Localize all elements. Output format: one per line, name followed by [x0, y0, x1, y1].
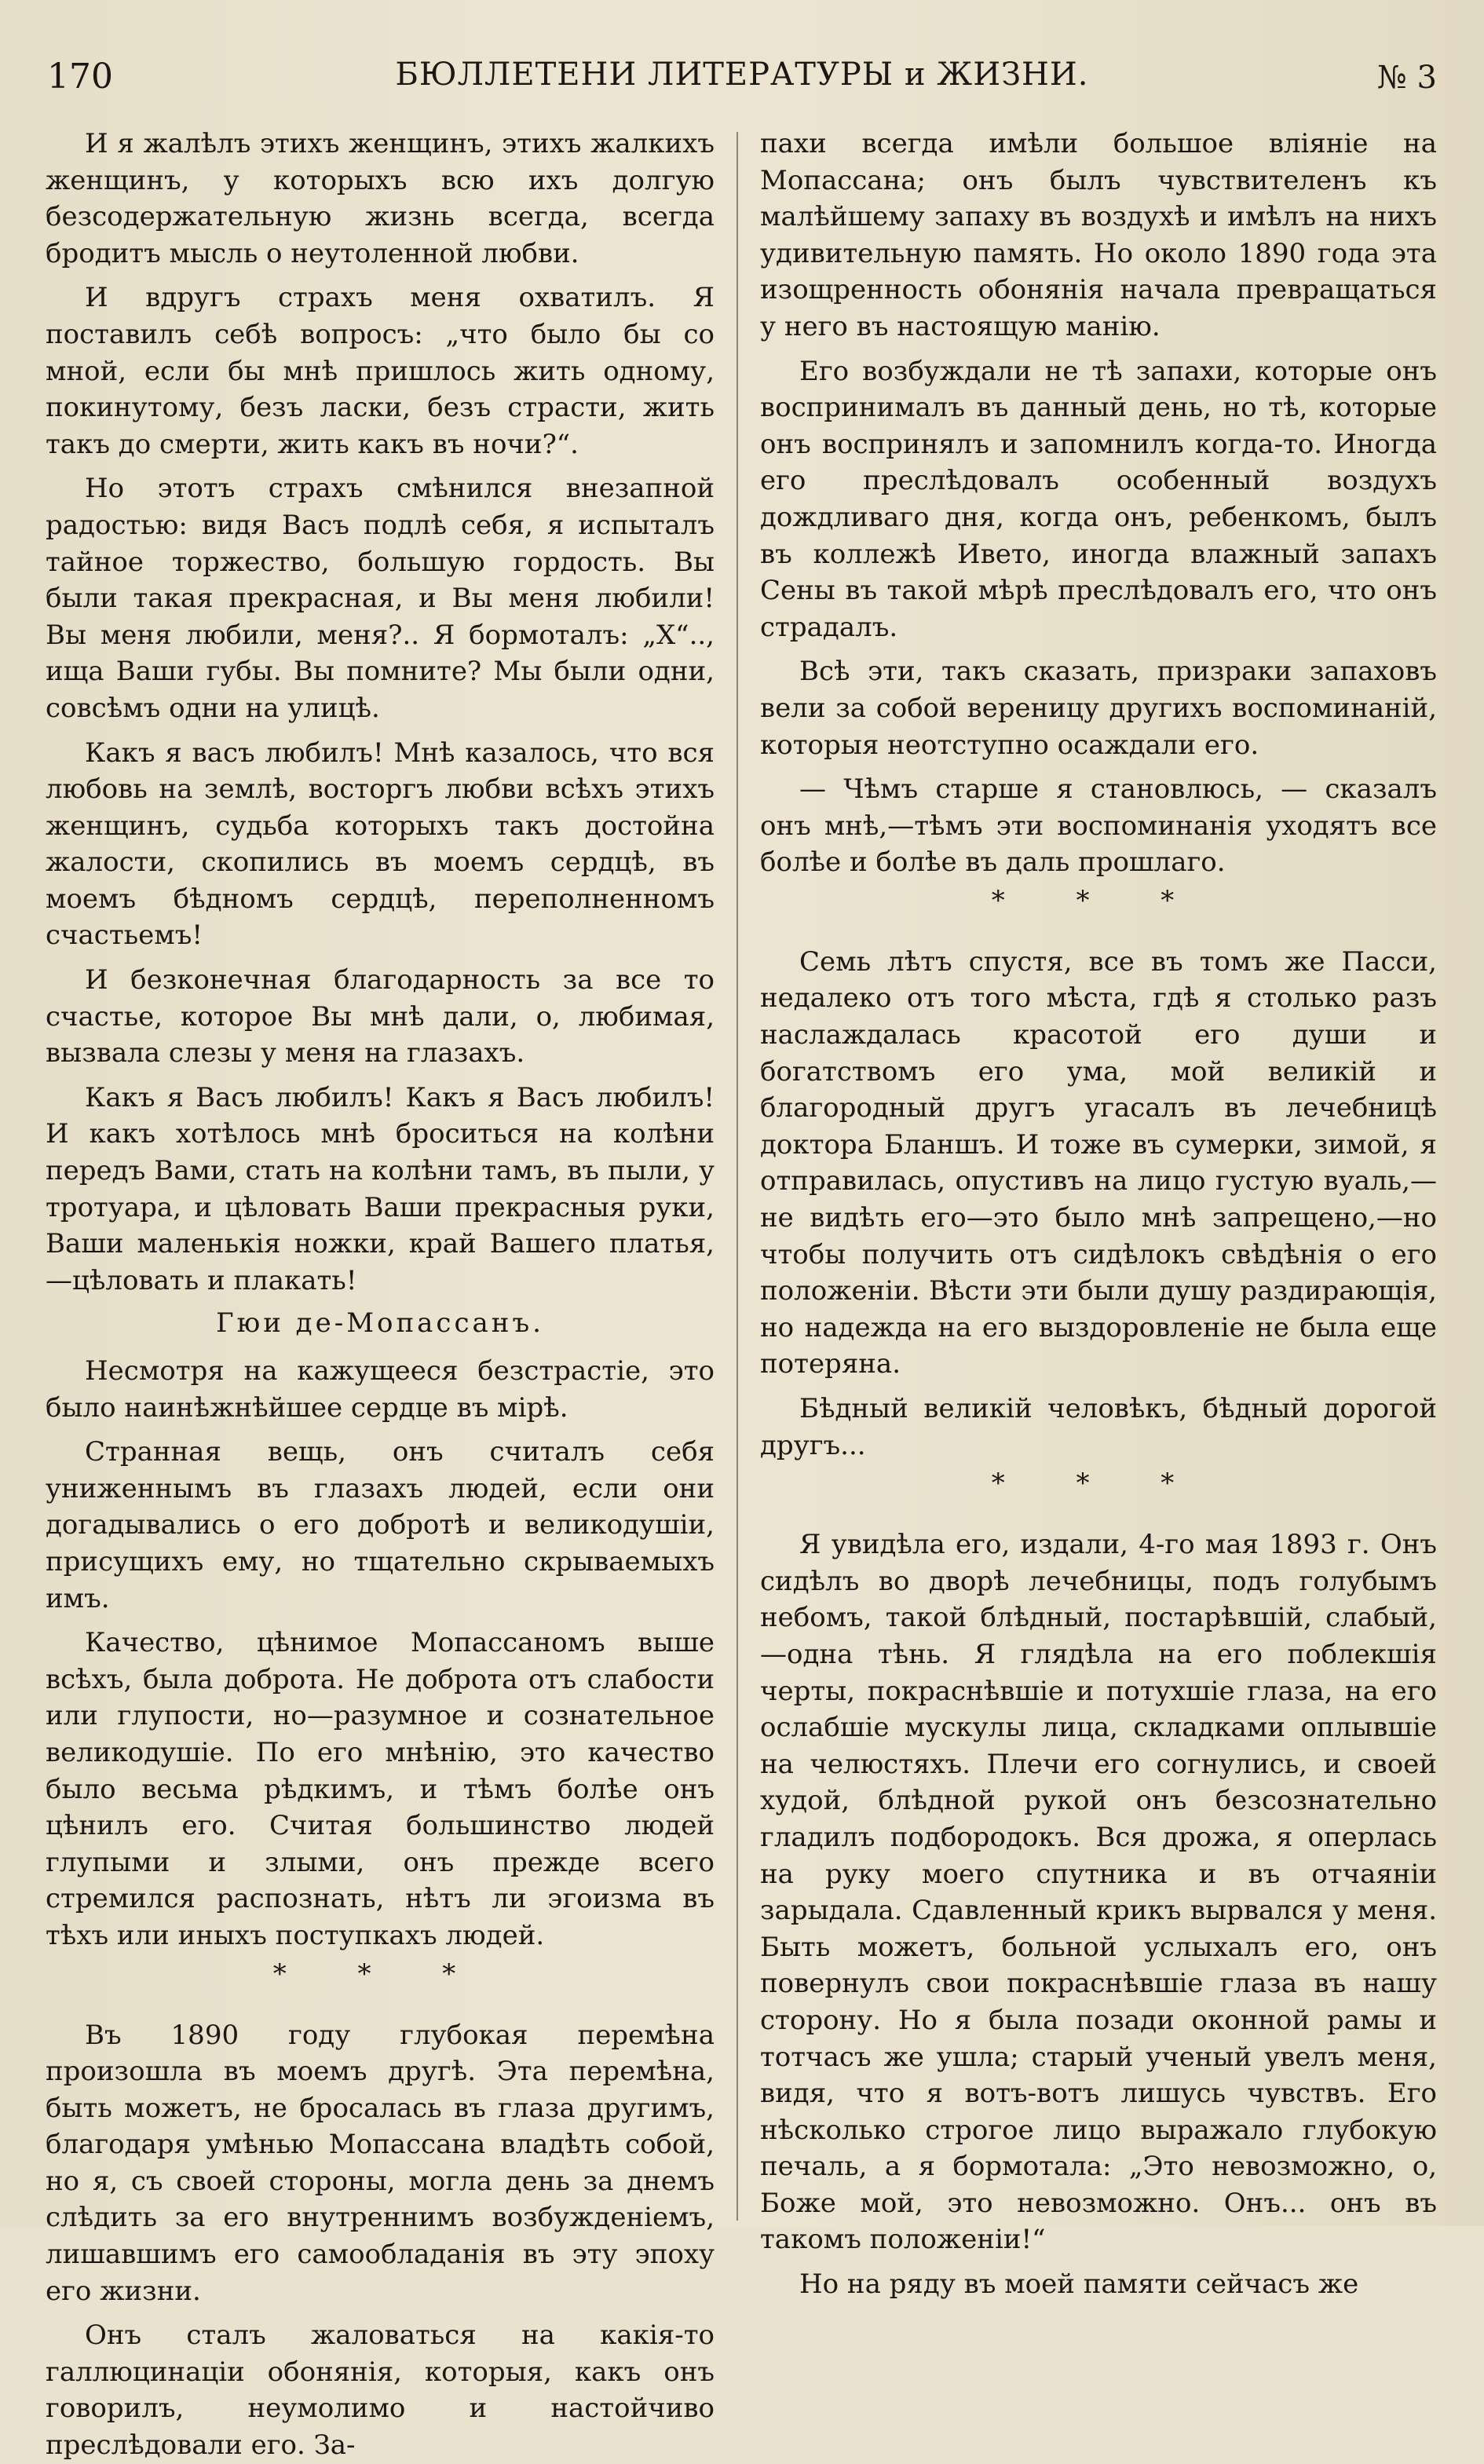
paragraph: Несмотря на кажущееся безстрастіе, это было наинѣжнѣйшее сердце въ мірѣ. — [46, 1355, 715, 1424]
author-signature: Гюи де-Мопассанъ. — [216, 1307, 544, 1340]
running-header — [47, 49, 1437, 112]
paragraph: Онъ сталъ жаловаться на какія-то галлюцинаціи обонянія, которыя, какъ онъ говорилъ, неумолимо и настойчиво преслѣдовали его. За- — [46, 2320, 715, 2462]
paragraph: пахи всегда имѣли большое вліяніе на Мопассана; онъ былъ чувствителенъ къ малѣйшему запаху въ воздухѣ и имѣлъ на нихъ удивительную память. Но около 1890 года эта изощренность обонянія начала превращаться у него въ настоящую манію. — [760, 128, 1437, 342]
paragraph: Какъ я Васъ любилъ! Какъ я Васъ любилъ! И какъ хотѣлось мнѣ броситься на колѣни передъ Вами, стать на колѣни тамъ, въ пыли, у тротуара, и цѣловать Ваши прекрасныя руки, Ваши маленькія ножки, край Вашего платья,—цѣловать и плакать! — [46, 1081, 715, 1296]
section-separator: * * * — [272, 1958, 488, 1990]
section-separator: * * * — [991, 1468, 1206, 1500]
paragraph: И безконечная благодарность за все то счастье, которое Вы мнѣ дали, о, любимая, вызвала слезы у меня на глазахъ. — [46, 964, 715, 1069]
paragraph: Но этотъ страхъ смѣнился внезапной радостью: видя Васъ подлѣ себя, я испыталъ тайное торжество, большую гордость. Вы были такая прекрасная, и Вы меня любили! Вы меня любили, меня?.. Я бормоталъ: „X“.., ища Ваши губы. Вы помните? Мы были одни, совсѣмъ одни на улицѣ. — [46, 473, 715, 724]
paragraph: Его возбуждали не тѣ запахи, которые онъ воспринималъ въ данный день, но тѣ, которые онъ воспринялъ и запомнилъ когда-то. Иногда его преслѣдовалъ особенный воздухъ дождливаго дня, когда онъ, ребенкомъ, былъ въ коллежѣ Ивето, иногда влажный запахъ Сены въ такой мѣрѣ преслѣдовалъ его, что онъ страдалъ. — [760, 355, 1437, 643]
column-divider — [737, 132, 738, 2221]
issue-number: № 3 — [1376, 60, 1437, 96]
paragraph: Семь лѣтъ спустя, все въ томъ же Пасси, недалеко отъ того мѣста, гдѣ я столько разъ наслаждалась красотой его души и богатствомъ его ума, мой великій и благородный другъ угасалъ въ лечебницѣ доктора Бланшъ. И тоже въ сумерки, зимой, я отправилась, опустивъ на лицо густую вуаль,—не видѣть его—это было мнѣ запрещено,—но чтобы получить отъ сидѣлокъ свѣдѣнія о его положеніи. Вѣсти эти были душу раздирающія, но надежда на его выздоровленіе не была еще потеряна. — [760, 945, 1437, 1380]
paragraph: Качество, цѣнимое Мопассаномъ выше всѣхъ, была доброта. Не доброта отъ слабости или глупости, но—разумное и сознательное великодушіе. По его мнѣнію, это качество было весьма рѣдкимъ, и тѣмъ болѣе онъ цѣнилъ его. Считая большинство людей глупыми и злыми, онъ прежде всего стремился распознать, нѣтъ ли эгоизма въ тѣхъ или иныхъ поступкахъ людей. — [46, 1627, 715, 1951]
paragraph: И вдругъ страхъ меня охватилъ. Я поставилъ себѣ вопросъ: „что было бы со мной, если бы мнѣ пришлось жить одному, покинутому, безъ ласки, безъ страсти, жить такъ до смерти, жить какъ въ ночи?“. — [46, 282, 715, 460]
right-column — [760, 126, 1437, 2301]
paragraph: Но на ряду въ моей памяти сейчасъ же — [799, 2268, 1359, 2301]
section-separator: * * * — [991, 884, 1206, 916]
paragraph: Бѣдный великій человѣкъ, бѣдный дорогой другъ... — [760, 1393, 1437, 1461]
paragraph: — Чѣмъ старше я становлюсь, — сказалъ онъ мнѣ,—тѣмъ эти воспоминанія уходятъ все болѣе и болѣе въ даль прошлаго. — [760, 773, 1437, 879]
paragraph: Странная вещь, онъ считалъ себя униженнымъ въ глазахъ людей, если они догадывались о его добротѣ и великодушіи, присущихъ ему, но тщательно скрываемыхъ имъ. — [46, 1436, 715, 1614]
paragraph: Въ 1890 году глубокая перемѣна произошла въ моемъ другѣ. Эта перемѣна, быть можетъ, не бросалась въ глаза другимъ, благодаря умѣнью Мопассана владѣть собой, но я, съ своей стороны, могла день за днемъ слѣдить за его внутреннимъ возбужденіемъ, лишавшимъ его самообладанія въ эту эпоху его жизни. — [46, 2019, 715, 2307]
page-number: 170 — [47, 57, 113, 97]
paragraph: Я увидѣла его, издали, 4-го мая 1893 г. Онъ сидѣлъ во дворѣ лечебницы, подъ голубымъ небомъ, такой блѣдный, постарѣвшій, слабый,—одна тѣнь. Я глядѣла на его поблекшія черты, покраснѣвшіе и потухшіе глаза, на его ослабшіе мускулы лица, складками оплывшіе на челюстяхъ. Плечи его согнулись, и своей худой, блѣдной рукой онъ безсознательно гладилъ подбородокъ. Вся дрожа, я оперлась на руку моего спутника и въ отчаяніи зарыдала. Сдавленный крикъ вырвался у меня. Быть можетъ, больной услыхалъ его, онъ повернулъ свои покраснѣвшіе глаза въ нашу сторону. Но я была позади оконной рамы и тотчасъ же ушла; старый ученый увелъ меня, видя, что я вотъ-вотъ лишусь чувствъ. Его нѣсколько строгое лицо выражало глубокую печаль, а я бормотала: „Это невозможно, о, Боже мой, это невозможно. Онъ... онъ въ такомъ положеніи!“ — [760, 1529, 1437, 2256]
paragraph: Какъ я васъ любилъ! Мнѣ казалось, что вся любовь на землѣ, восторгъ любви всѣхъ этихъ женщинъ, судьба которыхъ такъ достойна жалости, скопились въ моемъ сердцѣ, въ моемъ бѣдномъ сердцѣ, переполненномъ счастьемъ! — [46, 737, 715, 952]
paragraph: Всѣ эти, такъ сказать, призраки запаховъ вели за собой вереницу другихъ воспоминаній, которыя неотступно осаждали его. — [760, 656, 1437, 761]
left-column — [46, 126, 715, 2462]
paragraph: И я жалѣлъ этихъ женщинъ, этихъ жалкихъ женщинъ, у которыхъ всю ихъ долгую безсодержательную жизнь всегда, всегда бродитъ мысль о неутоленной любви. — [46, 128, 715, 269]
journal-title: БЮЛЛЕТЕНИ ЛИТЕРАТУРЫ и ЖИЗНИ. — [395, 57, 1089, 93]
